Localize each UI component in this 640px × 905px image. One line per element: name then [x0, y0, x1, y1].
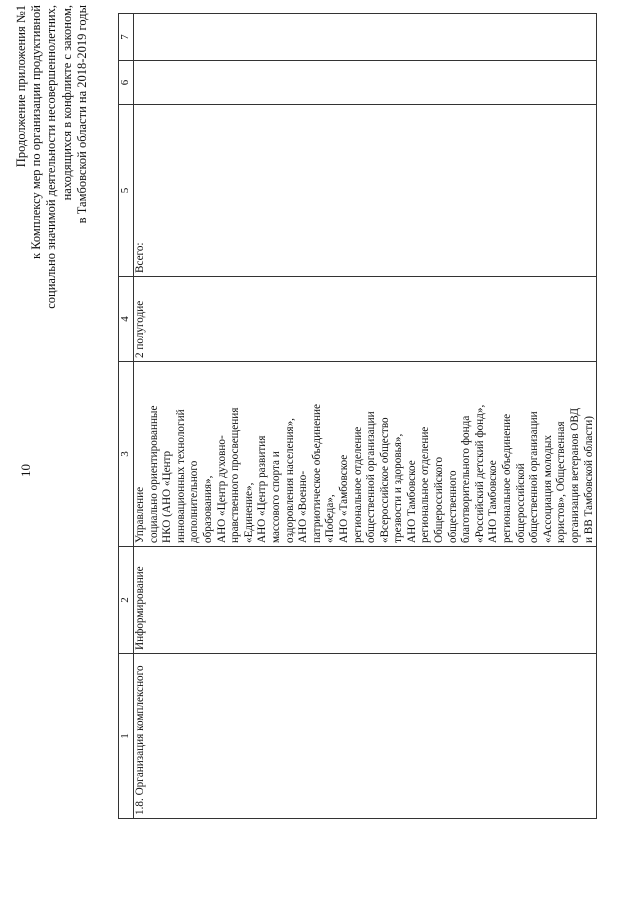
responsible-executor-line: АНО Тамбовское [405, 460, 418, 543]
measure-name-cell: 1.8. Организация комплексного [134, 654, 597, 819]
responsible-executor-line: региональное отделение [351, 426, 364, 543]
responsible-executor-line: инновационных технологий [174, 409, 187, 543]
measures-table [118, 13, 597, 819]
table-row [134, 14, 597, 819]
column-number: 6 [119, 61, 134, 105]
responsible-executor-line: «Единение», [242, 482, 255, 543]
responsible-executor-line: общественной организации [365, 411, 378, 543]
responsible-executor-line: «Ассоциация молодых [541, 435, 554, 543]
heading-line: в Тамбовской области на 2018-2019 годы [74, 5, 89, 224]
heading-line: социально значимой деятельности несовершеннолетних, [44, 5, 59, 309]
responsible-executor-line: Управление [134, 486, 146, 543]
deadline-cell: 2 полугодие [134, 277, 597, 362]
responsible-executor-line: НКО (АНО «Центр [161, 450, 174, 543]
responsible-executor-line: «Победа», [324, 494, 337, 543]
responsible-executor-line: образования», [201, 475, 214, 543]
responsible-executor-line: трезвости и здоровья», [392, 433, 405, 543]
responsible-executor-line: социально ориентированные [147, 405, 160, 543]
responsible-executor-line: дополнительного [188, 460, 201, 543]
heading-line: к Комплексу мер по организации продуктивной [29, 5, 44, 259]
responsible-executor-line: АНО «Центр духовно- [215, 435, 228, 543]
column-number: 4 [119, 277, 134, 362]
responsible-executor-line: благотворительного фонда [460, 415, 473, 543]
appendix-heading [14, 5, 90, 340]
responsible-executor-line: и ВВ Тамбовской области) [582, 416, 595, 543]
responsible-executors-list [134, 365, 596, 543]
responsible-executor-line: массового спорта и [269, 451, 282, 543]
responsible-executor-line: нравственного просвещения [229, 407, 242, 543]
responsible-executor-line: оздоровления населения», [283, 418, 296, 543]
measure-content-cell: Информирование [134, 547, 597, 654]
responsible-executor-line: общественной организации [528, 411, 541, 543]
column-number: 1 [119, 654, 134, 819]
responsible-executor-line: Общероссийского [433, 456, 446, 543]
empty-cell [134, 14, 597, 61]
heading-line: Продолжение приложения №1 [14, 5, 28, 168]
column-number: 3 [119, 362, 134, 547]
responsible-executor-line: юристов», Общественная [555, 421, 568, 543]
column-number-row [119, 14, 134, 819]
empty-cell [134, 61, 597, 105]
responsible-executor-line: общественного [446, 470, 459, 543]
funding-cell: Всего: [134, 105, 597, 277]
responsible-executor-line: патриотическое объединение [310, 404, 323, 543]
responsible-executor-line: АНО «Тамбовское [337, 454, 350, 543]
responsible-executor-line: общероссийской [514, 463, 527, 543]
column-number: 5 [119, 105, 134, 277]
responsible-executor-line: АНО «Центр развития [256, 435, 269, 543]
page-number: 10 [18, 464, 33, 477]
column-number: 2 [119, 547, 134, 654]
heading-line: находящихся в конфликте с законом, [59, 5, 74, 201]
responsible-executor-line: региональное отделение [419, 426, 432, 543]
responsible-executor-line: организация ветеранов ОВД [569, 407, 581, 543]
column-number: 7 [119, 14, 134, 61]
responsible-executor-line: региональное объединение [501, 413, 514, 543]
responsible-executor-line: «Российский детский фонд», [473, 404, 486, 543]
responsible-executor-line: «Всероссийское общество [378, 417, 391, 543]
responsible-executor-line: АНО «Военно- [297, 470, 310, 543]
responsible-executors-cell [134, 362, 597, 547]
responsible-executor-line: АНО Тамбовское [487, 460, 500, 543]
